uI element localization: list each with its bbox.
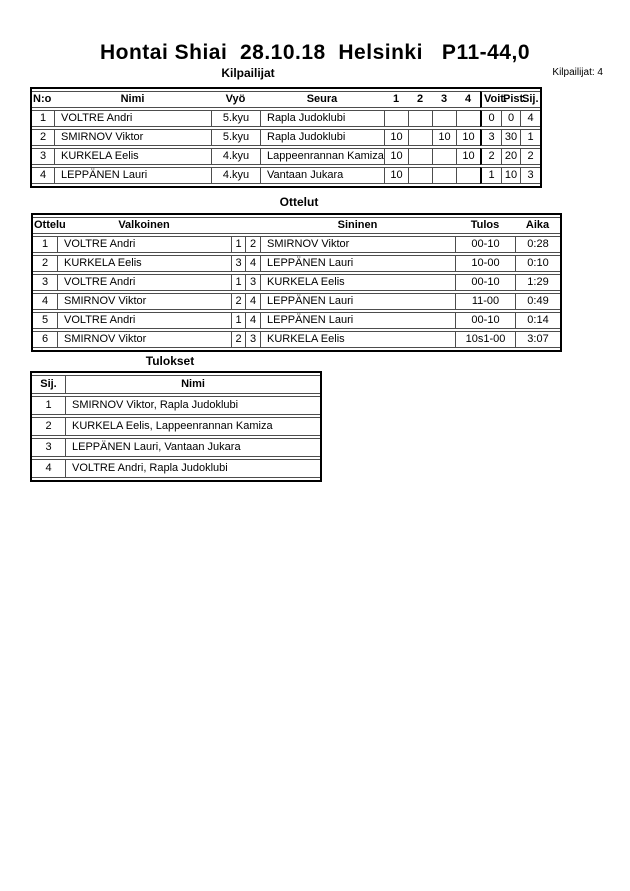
cell-sij: 1 bbox=[520, 129, 540, 146]
cell-pist: 30 bbox=[501, 129, 520, 146]
cell-sij: 1 bbox=[32, 396, 65, 415]
cell-nimi: SMIRNOV Viktor, Rapla Judoklubi bbox=[65, 396, 320, 415]
cell-seura: Rapla Judoklubi bbox=[260, 129, 384, 146]
page-title: Hontai Shiai 28.10.18 Helsinki P11-44,0 bbox=[99, 41, 531, 64]
cell-white-no: 2 bbox=[231, 331, 245, 348]
cell-sininen: SMIRNOV Viktor bbox=[260, 236, 455, 253]
table-row bbox=[33, 312, 560, 329]
table-row bbox=[32, 459, 320, 478]
cell-sij: 3 bbox=[520, 167, 540, 184]
cell-tulos: 10-00 bbox=[455, 255, 515, 272]
cell-white-no: 1 bbox=[231, 312, 245, 329]
cell-match-no: 3 bbox=[33, 274, 57, 291]
col-header-nimi: Nimi bbox=[54, 91, 211, 108]
cell-vyo: 5.kyu bbox=[211, 110, 260, 127]
cell-blue-no: 3 bbox=[245, 331, 260, 348]
cell-nimi: KURKELA Eelis bbox=[54, 148, 211, 165]
cell-voit: 0 bbox=[480, 110, 501, 127]
cell-blue-no: 4 bbox=[245, 255, 260, 272]
cell-score-2 bbox=[408, 148, 432, 165]
cell-score-2 bbox=[408, 129, 432, 146]
kilpailijat-header-row bbox=[32, 91, 540, 108]
tulokset-table bbox=[30, 371, 322, 482]
cell-valkoinen: SMIRNOV Viktor bbox=[57, 293, 231, 310]
cell-aika: 0:14 bbox=[515, 312, 560, 329]
col-header-2: 2 bbox=[408, 91, 432, 108]
cell-nimi: VOLTRE Andri bbox=[54, 110, 211, 127]
cell-sininen: KURKELA Eelis bbox=[260, 274, 455, 291]
cell-valkoinen: KURKELA Eelis bbox=[57, 255, 231, 272]
cell-white-no: 1 bbox=[231, 274, 245, 291]
ottelut-table bbox=[31, 213, 562, 352]
col-header-4: 4 bbox=[456, 91, 480, 108]
cell-sininen: LEPPÄNEN Lauri bbox=[260, 293, 455, 310]
cell-valkoinen: VOLTRE Andri bbox=[57, 312, 231, 329]
cell-valkoinen: VOLTRE Andri bbox=[57, 274, 231, 291]
cell-white-no: 3 bbox=[231, 255, 245, 272]
table-row bbox=[33, 255, 560, 272]
col-header-nimi: Nimi bbox=[65, 375, 320, 394]
cell-score-1: 10 bbox=[384, 148, 408, 165]
cell-aika: 1:29 bbox=[515, 274, 560, 291]
cell-sij: 4 bbox=[520, 110, 540, 127]
cell-pist: 0 bbox=[501, 110, 520, 127]
col-header-tulos: Tulos bbox=[455, 217, 515, 234]
cell-score-4: 10 bbox=[456, 148, 480, 165]
cell-valkoinen: VOLTRE Andri bbox=[57, 236, 231, 253]
cell-tulos: 10s1-00 bbox=[455, 331, 515, 348]
col-header-white-no bbox=[231, 217, 245, 234]
cell-voit: 2 bbox=[480, 148, 501, 165]
cell-sininen: LEPPÄNEN Lauri bbox=[260, 255, 455, 272]
col-header-sij: Sij. bbox=[32, 375, 65, 394]
col-header-vyo: Vyö bbox=[211, 91, 260, 108]
cell-voit: 1 bbox=[480, 167, 501, 184]
cell-match-no: 4 bbox=[33, 293, 57, 310]
table-row bbox=[32, 148, 540, 165]
cell-score-3: 10 bbox=[432, 129, 456, 146]
col-header-ottelu: Ottelu bbox=[33, 217, 57, 234]
cell-sij: 2 bbox=[32, 417, 65, 436]
table-row bbox=[32, 129, 540, 146]
col-header-blue-no bbox=[245, 217, 260, 234]
table-row bbox=[32, 167, 540, 184]
col-header-valkoinen: Valkoinen bbox=[57, 217, 231, 234]
cell-score-4 bbox=[456, 110, 480, 127]
cell-seura: Rapla Judoklubi bbox=[260, 110, 384, 127]
cell-score-2 bbox=[408, 110, 432, 127]
tulokset-section-label: Tulokset bbox=[145, 354, 195, 368]
table-row bbox=[33, 274, 560, 291]
cell-score-3 bbox=[432, 148, 456, 165]
cell-sij: 2 bbox=[520, 148, 540, 165]
cell-no: 3 bbox=[32, 148, 54, 165]
ottelut-header-row bbox=[33, 217, 560, 234]
cell-blue-no: 2 bbox=[245, 236, 260, 253]
cell-blue-no: 4 bbox=[245, 293, 260, 310]
col-header-pist: Pist. bbox=[501, 91, 520, 108]
cell-nimi: VOLTRE Andri, Rapla Judoklubi bbox=[65, 459, 320, 478]
cell-sij: 4 bbox=[32, 459, 65, 478]
cell-tulos: 11-00 bbox=[455, 293, 515, 310]
table-row bbox=[33, 331, 560, 348]
cell-score-1 bbox=[384, 110, 408, 127]
cell-blue-no: 3 bbox=[245, 274, 260, 291]
cell-tulos: 00-10 bbox=[455, 236, 515, 253]
cell-score-1: 10 bbox=[384, 129, 408, 146]
table-row bbox=[33, 236, 560, 253]
col-header-no: N:o bbox=[32, 91, 54, 108]
cell-sij: 3 bbox=[32, 438, 65, 457]
cell-score-4: 10 bbox=[456, 129, 480, 146]
table-row bbox=[32, 438, 320, 457]
cell-nimi: SMIRNOV Viktor bbox=[54, 129, 211, 146]
cell-match-no: 6 bbox=[33, 331, 57, 348]
cell-nimi: LEPPÄNEN Lauri bbox=[54, 167, 211, 184]
cell-tulos: 00-10 bbox=[455, 274, 515, 291]
col-header-sij: Sij. bbox=[520, 91, 540, 108]
competitor-count: Kilpailijat: 4 bbox=[552, 67, 603, 78]
table-row bbox=[32, 396, 320, 415]
tulokset-header-row bbox=[32, 375, 320, 394]
kilpailijat-section-label: Kilpailijat bbox=[221, 66, 275, 80]
cell-sininen: KURKELA Eelis bbox=[260, 331, 455, 348]
table-row bbox=[32, 110, 540, 127]
cell-seura: Lappeenrannan Kamiza bbox=[260, 148, 384, 165]
cell-nimi: KURKELA Eelis, Lappeenrannan Kamiza bbox=[65, 417, 320, 436]
cell-white-no: 2 bbox=[231, 293, 245, 310]
cell-match-no: 5 bbox=[33, 312, 57, 329]
cell-sininen: LEPPÄNEN Lauri bbox=[260, 312, 455, 329]
cell-pist: 20 bbox=[501, 148, 520, 165]
cell-voit: 3 bbox=[480, 129, 501, 146]
cell-pist: 10 bbox=[501, 167, 520, 184]
cell-score-3 bbox=[432, 110, 456, 127]
cell-no: 1 bbox=[32, 110, 54, 127]
cell-no: 4 bbox=[32, 167, 54, 184]
cell-nimi: LEPPÄNEN Lauri, Vantaan Jukara bbox=[65, 438, 320, 457]
ottelut-section-label: Ottelut bbox=[279, 195, 319, 209]
cell-aika: 0:10 bbox=[515, 255, 560, 272]
col-header-aika: Aika bbox=[515, 217, 560, 234]
cell-blue-no: 4 bbox=[245, 312, 260, 329]
cell-aika: 3:07 bbox=[515, 331, 560, 348]
cell-score-3 bbox=[432, 167, 456, 184]
cell-vyo: 4.kyu bbox=[211, 148, 260, 165]
cell-match-no: 1 bbox=[33, 236, 57, 253]
cell-score-2 bbox=[408, 167, 432, 184]
kilpailijat-table bbox=[30, 87, 542, 188]
cell-match-no: 2 bbox=[33, 255, 57, 272]
col-header-sininen: Sininen bbox=[260, 217, 455, 234]
col-header-voit: Voit. bbox=[480, 91, 501, 108]
cell-score-1: 10 bbox=[384, 167, 408, 184]
col-header-seura: Seura bbox=[260, 91, 384, 108]
col-header-1: 1 bbox=[384, 91, 408, 108]
cell-score-4 bbox=[456, 167, 480, 184]
table-row bbox=[33, 293, 560, 310]
cell-aika: 0:28 bbox=[515, 236, 560, 253]
cell-no: 2 bbox=[32, 129, 54, 146]
col-header-3: 3 bbox=[432, 91, 456, 108]
table-row bbox=[32, 417, 320, 436]
cell-vyo: 4.kyu bbox=[211, 167, 260, 184]
cell-vyo: 5.kyu bbox=[211, 129, 260, 146]
cell-aika: 0:49 bbox=[515, 293, 560, 310]
cell-tulos: 00-10 bbox=[455, 312, 515, 329]
cell-seura: Vantaan Jukara bbox=[260, 167, 384, 184]
cell-valkoinen: SMIRNOV Viktor bbox=[57, 331, 231, 348]
cell-white-no: 1 bbox=[231, 236, 245, 253]
